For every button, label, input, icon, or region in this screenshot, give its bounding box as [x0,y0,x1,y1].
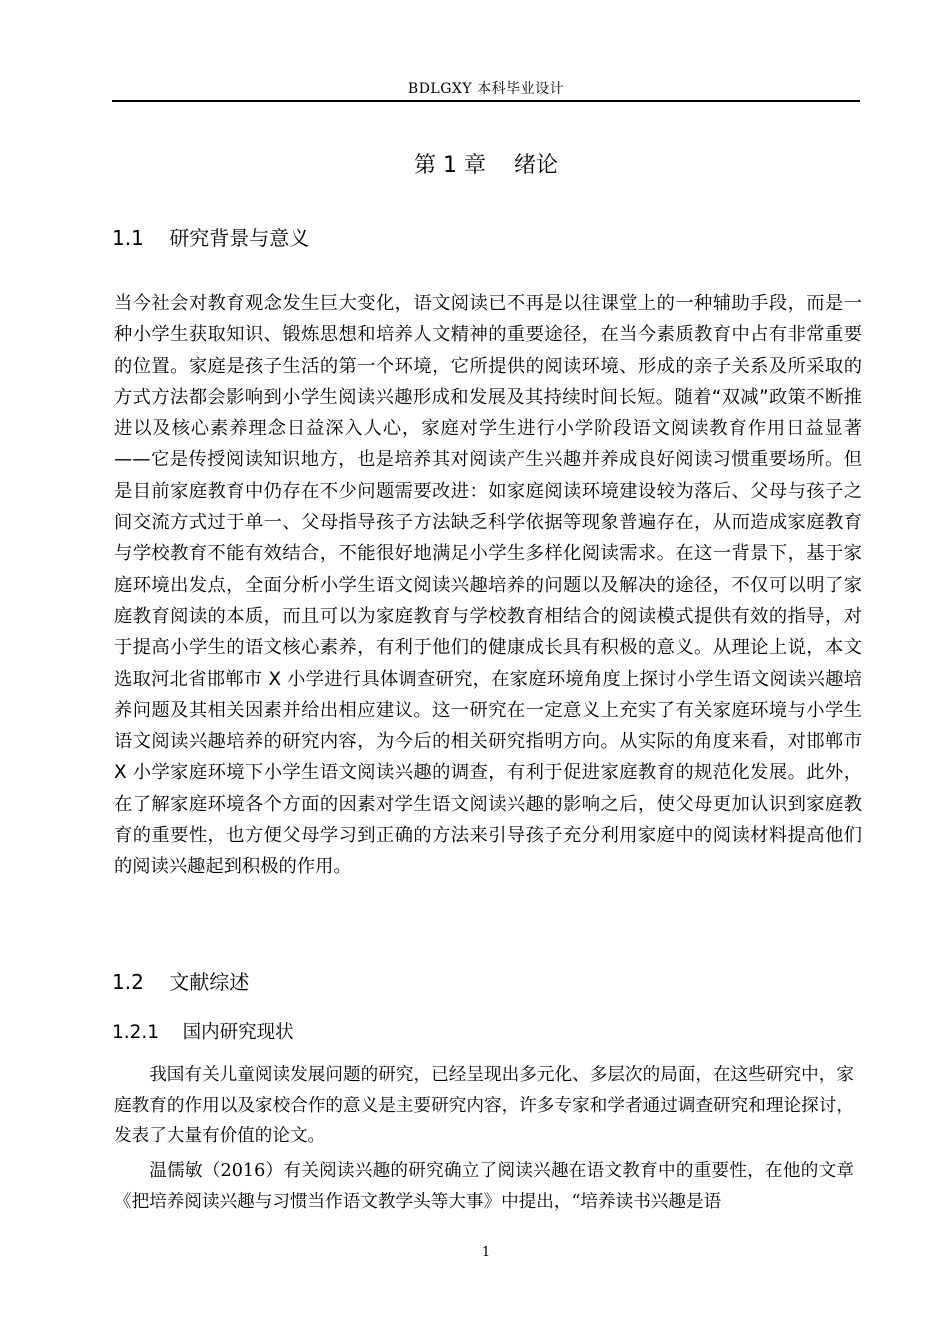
chapter-title: 第 1 章 绪论 [414,153,558,178]
body-paragraph-domestic-1: 我国有关儿童阅读发展问题的研究，已经呈现出多元化、多层次的局面，在这些研究中，家庭教育的作用以及家校合作的意义是主要研究内容，许多专家和学者通过调查研究和理论探讨，发表了大量有价值的论文。 [114,1065,854,1146]
body-paragraph-background: 当今社会对教育观念发生巨大变化，语文阅读已不再是以往课堂上的一种辅助手段，而是一种小学生获取知识、锻炼思想和培养人文精神的重要途径，在当今素质教育中占有非常重要的位置。家庭是孩子生活的第一个环境，它所提供的阅读环境、形成的亲子关系及所采取的方式方法都会影响到小学生阅读兴趣形成和发展及其持续时间长短。随着“双减”政策不断推进以及核心素养理念日益深入人心，家庭对学生进行小学阶段语文阅读教育作用日益显著——它是传授阅读知识地方，也是培养其对阅读产生兴趣并养成良好阅读习惯重要场所。但是目前家庭教育中仍存在不少问题需要改进：如家庭阅读环境建设较为落后、父母与孩子之间交流方式过于单一、父母指导孩子方法缺乏科学依据等现象普遍存在，从而造成家庭教育与学校教育不能有效结合，不能很好地满足小学生多样化阅读需求。在这一背景下，基于家庭环境出发点，全面分析小学生语文阅读兴趣培养的问题以及解决的途径，不仅可以明了家庭教育阅读的本质，而且可以为家庭教育与学校教育相结合的阅读模式提供有效的指导，对于提高小学生的语文核心素养，有利于他们的健康成长具有积极的意义。从理论上说，本文选取河北省邯郸市 X 小学进行具体调查研究，在家庭环境角度上探讨小学生语文阅读兴趣培养问题及其相关因素并给出相应建议。这一研究在一定意义上充实了有关家庭环境与小学生语文阅读兴趣培养的研究内容，为今后的相关研究指明方向。从实际的角度来看，对邯郸市 X 小学家庭环境下小学生语文阅读兴趣的调查，有利于促进家庭教育的规范化发展。此外，在了解家庭环境各个方面的因素对学生语文阅读兴趣的影响之后，使父母更加认识到家庭教育的重要性，也方便父母学习到正确的方法来引导孩子充分利用家庭中的阅读材料提高他们的阅读兴趣起到积极的作用。 [114,293,862,878]
running-header: BDLGXY 本科毕业设计 [407,81,565,97]
body-paragraph-domestic-2: 温儒敏（2016）有关阅读兴趣的研究确立了阅读兴趣在语文教育中的重要性，在他的文章《把培养阅读兴趣与习惯当作语文教学头等大事》中提出，“培养读书兴趣是语 [114,1161,854,1212]
subsection-heading-1-2-1: 1.2.1 国内研究现状 [112,1022,294,1043]
page-number: 1 [481,1245,491,1260]
header-rule [112,100,860,102]
section-heading-1-1: 1.1 研究背景与意义 [112,226,310,250]
section-heading-1-2: 1.2 文献综述 [112,970,250,994]
